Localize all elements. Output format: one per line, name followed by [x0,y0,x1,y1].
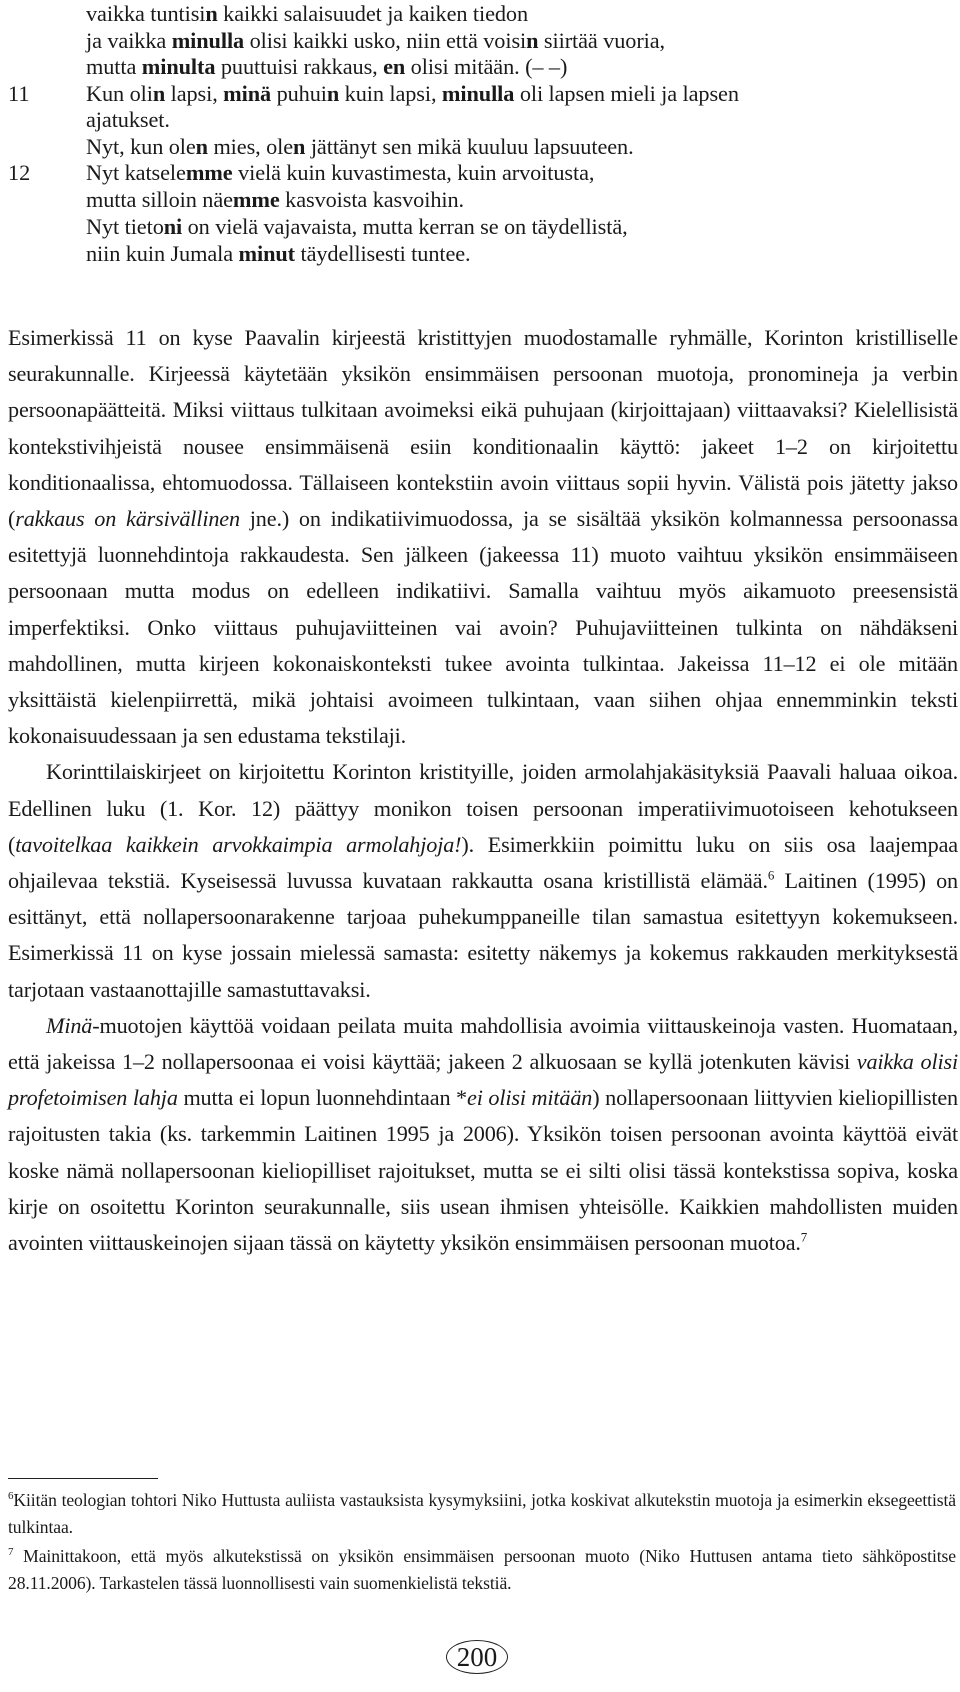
footnote [8,1487,956,1540]
verse-text: kuin lapsi, [339,81,442,106]
verse-line [86,27,665,55]
verse-bold-text: n [293,134,306,159]
verse-text: vaikka tuntisi [86,1,206,26]
verse-line [86,159,594,187]
body-text: Korinttilaiskirjeet on kirjoitettu Korinton kristityille, joiden armolahjakäsityksiä Paavali haluaa oikoa. Edellinen luku (1. Kor. 12) päättyy monikon toisen persoonan imperatiivimuotoiseen kehotukseen ( [8,759,958,857]
verse-bold-text: minut [238,241,296,266]
verse-line [86,53,567,81]
verse-bold-text: n [526,28,539,53]
body-text [8,320,958,1261]
verse-line [86,106,170,134]
body-paragraph [8,320,958,754]
verse-text: vielä kuin kuvastimesta, kuin arvoitusta, [232,160,595,185]
footnotes [8,1487,956,1599]
body-italic-text: Minä [46,1012,93,1038]
body-italic-text: vaikka olisi profetoimisen lahja [8,1049,958,1111]
verse-text: puhui [271,81,327,106]
verse-number: 12 [8,160,31,185]
verse-bold-text: minulta [141,54,216,79]
footnote-text: Kiitän teologian tohtori Niko Huttusta auliista vastauksista kysymyksiini, jotka koskivat alkutekstin muotoja ja esimerkin eksegeettistä tulkintaa. [8,1490,956,1537]
verse-line [86,186,464,214]
body-text: ). Esimerkkiin poimittu luku on siis osa laajempaa ohjailevaa tekstiä. Kyseisessä luvussa kuvataan rakkautta osana kristillistä elämää. [8,831,958,894]
verse-text: täydellisesti tuntee. [295,241,471,266]
verse-text: ja vaikka [86,28,172,53]
verse-text: lapsi, [165,81,224,106]
verse-text: olisi kaikki usko, niin että voisi [244,28,527,53]
verse-bold-text: mme [232,187,280,212]
verse-text: Nyt, kun ole [86,134,196,159]
footnote-reference: 7 [800,1229,808,1245]
body-italic-text: tavoitelkaa kaikkein arvokkaimpia armolahjoja! [15,831,462,857]
footnote [8,1543,956,1596]
verse-text: mies, ole [207,134,294,159]
verse-number: 11 [8,81,30,106]
verse-line [86,80,739,108]
body-paragraph [8,1008,958,1261]
body-text: ) nollapersoonaan liittyvien kieliopillisten rajoitusten takia (ks. tarkemmin Laitinen 1995 ja 2006). Yksikön toisen persoonan avointa käyttöä eivät koske nämä nollapersoonan kieliopilliset rajoitukset, mutta se ei silti olisi tässä kontekstissa sopiva, koska kirje on osoitettu Korinton seurakunnalle, siis usean ihmisen yhteisölle. Kaikkien mahdollisten muiden avointen viittauskeinojen sijaan tässä on käytetty yksikön ensimmäisen persoonan muotoa. [8,1085,959,1256]
footnote-separator [8,1478,158,1479]
footnote-number: 7 [8,1546,14,1559]
verse-bold-text: mme [185,160,233,185]
verse-text: siirtää vuoria, [538,28,666,53]
body-italic-text: rakkaus on kärsivällinen [15,506,240,532]
verse-text: olisi mitään. (– –) [405,54,568,79]
body-italic-text: ei olisi mitään [467,1085,593,1111]
footnote-reference: 6 [767,867,775,883]
verse-text: niin kuin Jumala [86,241,239,266]
verse-bold-text: n [152,81,166,106]
verse-text: mutta silloin näe [86,187,233,212]
verse-bold-text: ni [163,214,183,239]
verse-line [86,133,634,161]
verse-text: Nyt tieto [86,214,164,239]
verse-line [86,240,471,268]
verse-bold-text: minulla [441,81,515,106]
verse-bold-text: n [205,1,218,26]
body-text: -muotojen käyttöä voidaan peilata muita mahdollisia avoimia viittauskeinoja vasten. Huomataan, että jakeissa 1–2 nollapersoonaa ei voisi käyttää; jakeen 2 alkuosaan se kyllä jotenkuten kävisi [8,1012,958,1075]
verse-bold-text: n [195,134,208,159]
body-text: jne.) on indikatiivimuodossa, ja se sisältää yksikön kolmannessa persoonassa esitettyjä luonnehdintoja rakkaudesta. Sen jälkeen (jakeessa 11) muoto vaihtuu yksikön ensimmäiseen persoonaan mutta modus on edelleen indikatiivi. Samalla vaihtuu myös aikamuoto preesensistä imperfektiksi. Onko viittaus puhujaviitteinen vai avoin? Puhujaviitteinen tulkinta on nähdäkseni mahdollinen, mutta kirjeen kokonaiskonteksti tukee avointa tulkintaa. Jakeissa 11–12 ei ole mitään yksittäistä kielenpiirrettä, mikä johtaisi avoimeen tulkintaan, vaan siihen ohjaa ennemminkin teksti kokonaisuudessaan ja sen edustama tekstilaji. [8,506,958,749]
body-text: Esimerkissä 11 on kyse Paavalin kirjeestä kristittyjen muodostamalle ryhmälle, Korinton kristilliselle seurakunnalle. Kirjeessä käytetään yksikön ensimmäisen persoonan muotoja, pronomineja ja verbin persoonapäätteitä. Miksi viittaus tulkitaan avoimeksi eikä puhujaan (kirjoittajaan) viittaavaksi? Kielellisistä kontekstivihjeistä nousee ensimmäisenä esiin konditionaalin käyttö: jakeet 1–2 on kirjoitettu konditionaalissa, ehtomuodossa. Tällaiseen kontekstiin avoin viittaus sopii hyvin. Välistä pois jätetty jakso ( [8,325,958,532]
verse-bold-text: en [383,54,406,79]
body-text: mutta ei lopun luonnehdintaan * [177,1085,467,1111]
body-paragraph [8,754,958,1007]
footnote-text: Mainittakoon, että myös alkutekstissä on yksikön ensimmäisen persoonan muoto (Niko Huttusen antama tieto sähköpostitse 28.11.2006). Tarkastelen tässä luonnollisesti vain suomenkielistä tekstiä. [8,1546,956,1593]
verse-text: on vielä vajavaista, mutta kerran se on täydellistä, [182,214,628,239]
verse-text: mutta [86,54,142,79]
verse-bold-text: minulla [171,28,245,53]
verse-line [86,213,628,241]
verse-text: kasvoista kasvoihin. [279,187,464,212]
verse-text: kaikki salaisuudet ja kaiken tiedon [217,1,529,26]
page-number: 200 [446,1640,508,1674]
verse-text: Nyt katsele [86,160,186,185]
verse-line [86,0,528,28]
verse-text: puuttuisi rakkaus, [215,54,384,79]
verse-text: jättänyt sen mikä kuuluu lapsuuteen. [305,134,634,159]
verse-bold-text: n [326,81,340,106]
body-text: Laitinen (1995) on esittänyt, että nollapersoonarakenne tarjoaa puhekumppaneille tilan samastua esitettyyn kokemukseen. Esimerkissä 11 on kyse jossain mielessä samasta: esitetty näkemys ja kokemus rakkauden merkityksestä tarjotaan vastaanottajille samastuttavaksi. [8,868,959,1002]
footnote-number: 6 [8,1490,14,1503]
verse-text: Kun oli [86,81,153,106]
verse-text: ajatukset. [86,107,170,132]
verse-bold-text: minä [223,81,272,106]
verse-text: oli lapsen mieli ja lapsen [514,81,739,106]
